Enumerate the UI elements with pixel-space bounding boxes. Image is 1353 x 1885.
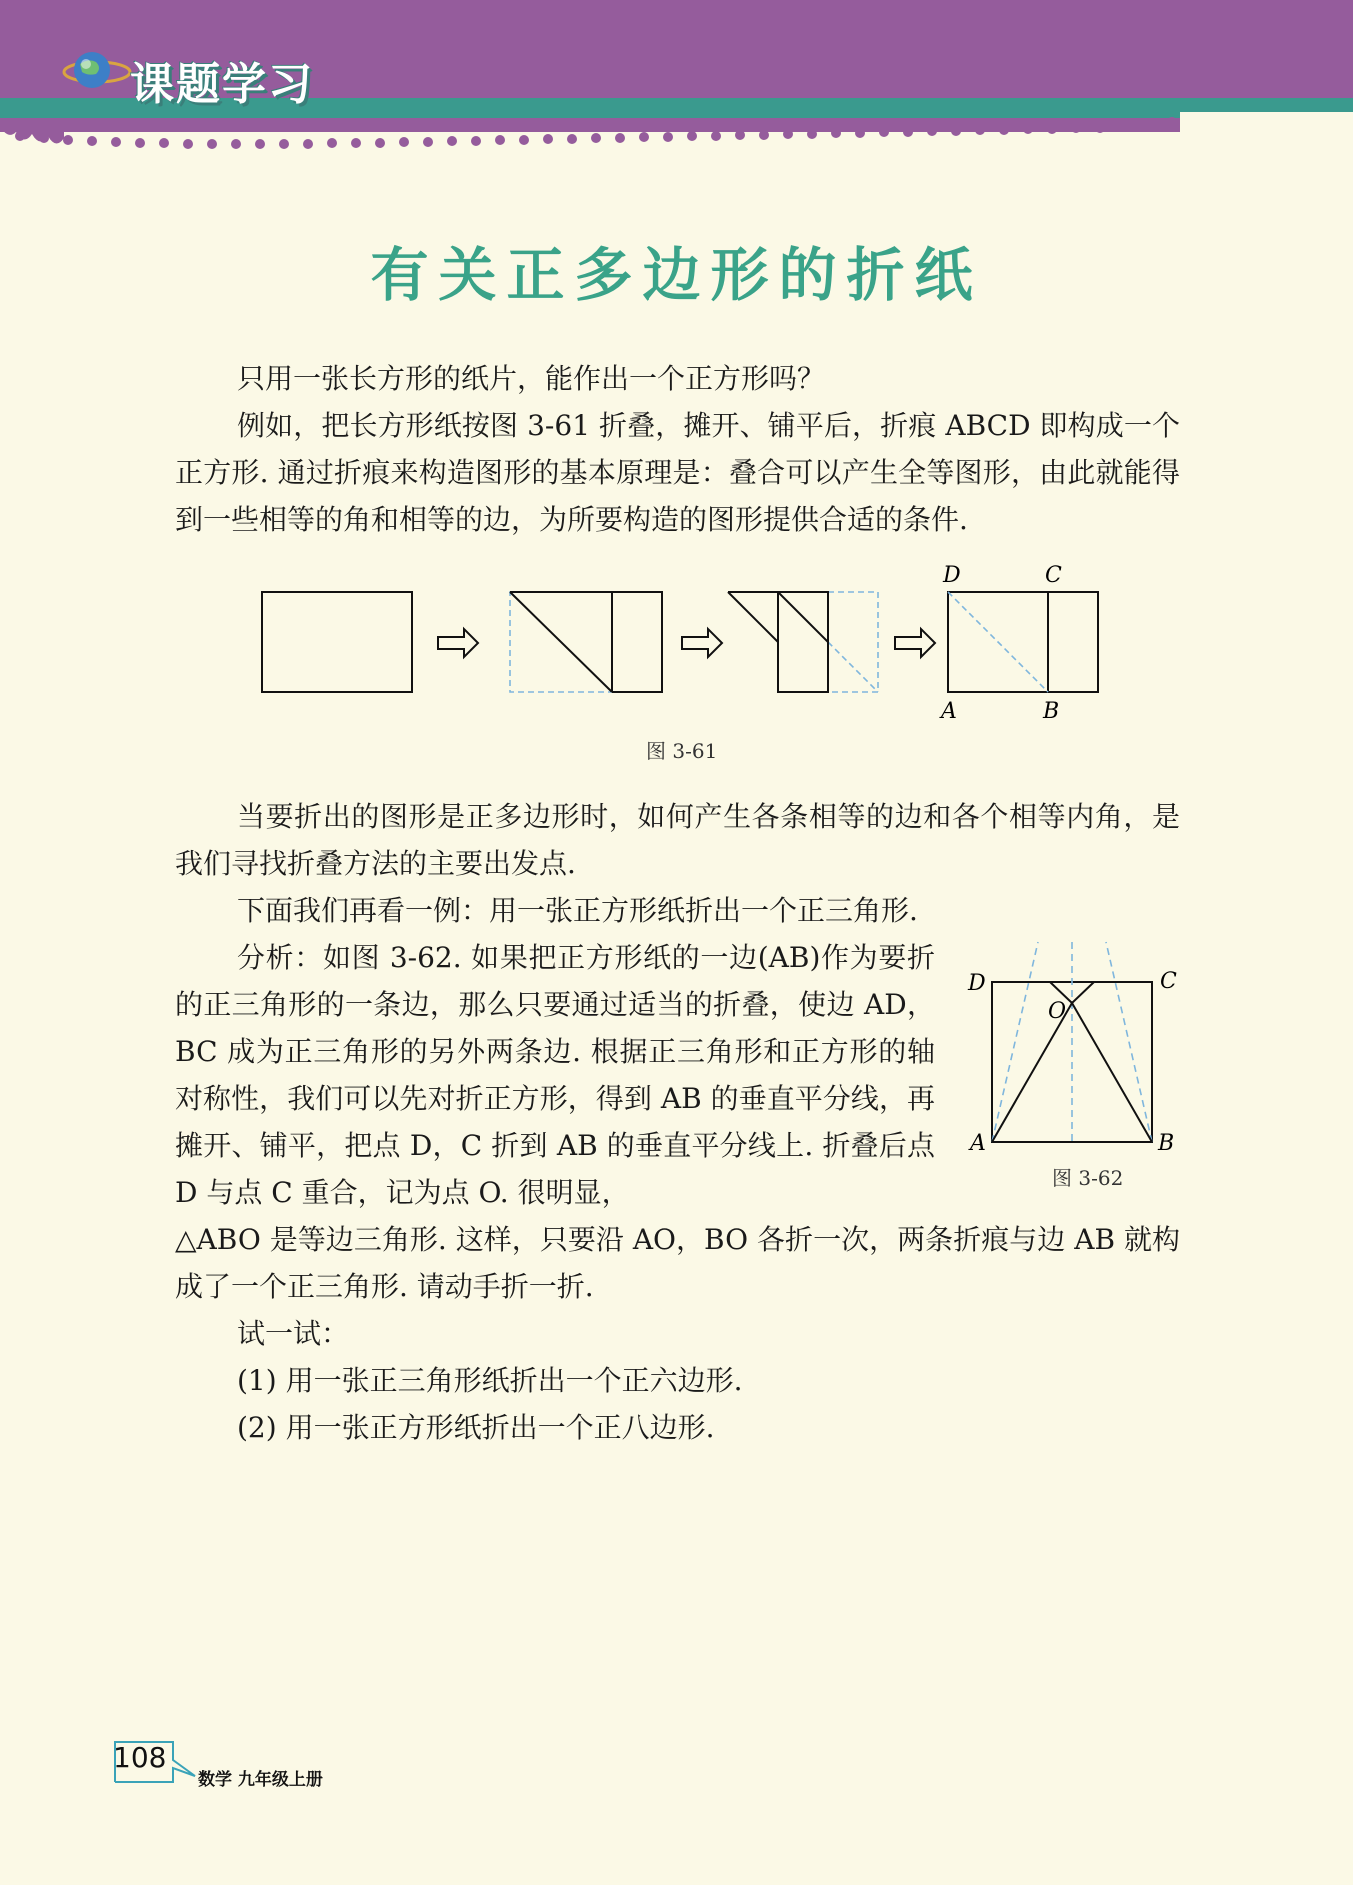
page-title: 有关正多边形的折纸	[370, 241, 983, 309]
label-B: B	[1158, 1131, 1175, 1156]
paragraph-principle: 当要折出的图形是正多边形时，如何产生各条相等的边和各个相等内角，是我们寻找折叠方法的主要出发点.	[175, 800, 1180, 880]
figure-3-61-caption: 图 3-61	[646, 739, 718, 763]
figure-3-62-caption: 图 3-62	[1052, 1166, 1124, 1190]
label-A: A	[970, 1131, 986, 1156]
figure-3-62	[960, 938, 1190, 1158]
label-A: A	[941, 699, 957, 724]
figure-3-61	[250, 560, 1130, 730]
fold-step-4	[948, 592, 1098, 692]
paragraph-example: 例如，把长方形纸按图 3-61 折叠，摊开、铺平后，折痕 ABCD 即构成一个正方形. 通过折痕来构造图形的基本原理是：叠合可以产生全等图形，由此就能得到一些相等的角和相等的边，为所要构造的图形提供合适的条件.	[175, 409, 1180, 536]
label-C: C	[1160, 969, 1177, 994]
exercise-1: (1) 用一张正三角形纸折出一个正六边形.	[237, 1364, 743, 1397]
exercise-2: (2) 用一张正方形纸折出一个正八边形.	[237, 1411, 715, 1444]
paragraph-example-2: 下面我们再看一例：用一张正方形纸折出一个正三角形.	[237, 894, 918, 927]
page-number: 108	[113, 1741, 167, 1774]
fold-step-1	[262, 592, 412, 692]
globe-icon	[62, 46, 132, 98]
paragraph-try: 试一试：	[237, 1317, 350, 1350]
paragraph-intro: 只用一张长方形的纸片，能作出一个正方形吗？	[237, 362, 826, 395]
label-C: C	[1045, 563, 1062, 588]
fold-step-3	[728, 592, 878, 692]
label-D: D	[943, 563, 961, 588]
label-D: D	[968, 971, 986, 996]
label-B: B	[1043, 699, 1060, 724]
arrow-right-icon	[895, 629, 935, 657]
arrow-right-icon	[682, 629, 722, 657]
label-O: O	[1048, 999, 1067, 1024]
paragraph-analysis: 分析：如图 3-62. 如果把正方形纸的一边(AB)作为要折的正三角形的一条边，那么只要通过适当的折叠，使边 AD，BC 成为正三角形的另外两条边. 根据正三角形和正方形的轴对称性，我们可以先对折正方形，得到 AB 的垂直平分线，再摊开、铺平，把点 D，C 折到 AB 的垂直平分线上. 折叠后点 D 与点 C 重合，记为点 O. 很明显，	[175, 941, 935, 1209]
fold-step-2	[510, 592, 662, 692]
book-title: 数学 九年级上册	[198, 1770, 323, 1790]
section-label: 课题学习	[130, 59, 314, 110]
paragraph-analysis-cont: △ABO 是等边三角形. 这样，只要沿 AO，BO 各折一次，两条折痕与边 AB 就构成了一个正三角形. 请动手折一折.	[175, 1223, 1180, 1303]
arrow-right-icon	[438, 629, 478, 657]
